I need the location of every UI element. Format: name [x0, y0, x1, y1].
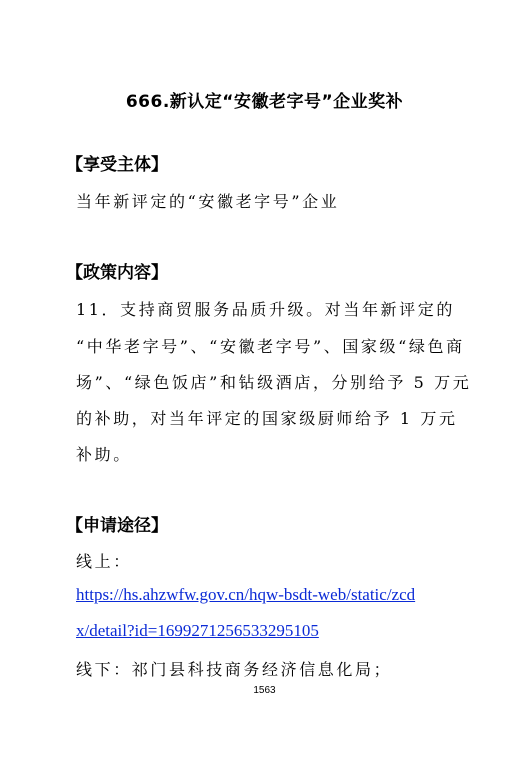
policy-line: 11．支持商贸服务品质升级。对当年新评定的 [76, 300, 455, 319]
policy-line: 场”、“绿色饭店”和钻级酒店，分别给予 5 万元 [76, 373, 472, 392]
apply-heading: 【申请途径】 [66, 516, 168, 536]
offline-text: 线下：祁门县科技商务经济信息化局； [76, 660, 393, 679]
application-link[interactable]: x/detail?id=1699271256533295105 [76, 621, 319, 640]
application-link[interactable]: https://hs.ahzwfw.gov.cn/hqw-bsdt-web/static/zcd [76, 585, 416, 604]
policy-line: 补助。 [76, 445, 132, 464]
policy-heading: 【政策内容】 [66, 263, 168, 283]
subject-heading: 【享受主体】 [66, 155, 168, 175]
page-number: 1563 [253, 685, 276, 696]
online-label: 线上： [76, 552, 132, 571]
policy-line: “中华老字号”、“安徽老字号”、国家级“绿色商 [76, 337, 465, 356]
document-title: 666.新认定“安徽老字号”企业奖补 [125, 92, 404, 112]
subject-text: 当年新评定的“安徽老字号”企业 [76, 192, 340, 211]
policy-line: 的补助，对当年评定的国家级厨师给予 1 万元 [76, 409, 458, 428]
